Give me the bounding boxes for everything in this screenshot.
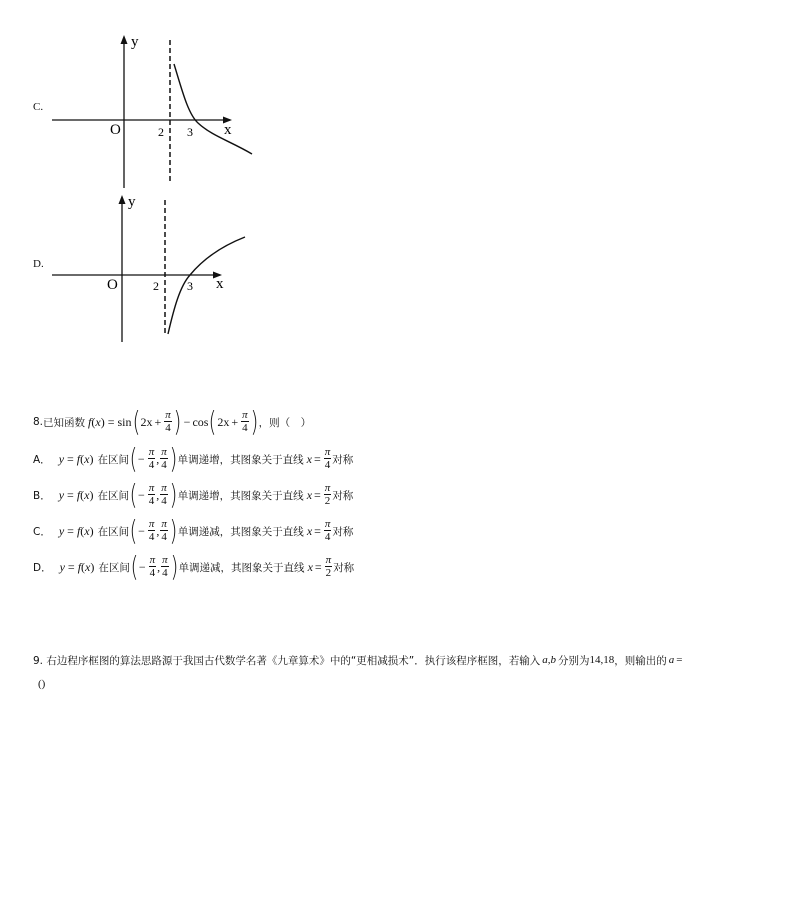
frac-den: 4 bbox=[242, 422, 248, 434]
monotonic-text: 单调递减，其图象关于直线 bbox=[177, 525, 304, 538]
paren-open: ( bbox=[80, 523, 85, 538]
interval-rparen: ) bbox=[169, 514, 178, 547]
interval-comma: , bbox=[157, 559, 161, 574]
paren-open: ( bbox=[81, 559, 86, 574]
var-x: x bbox=[84, 523, 90, 538]
q9-answer-blank: () bbox=[38, 678, 46, 690]
frac-den: 4 bbox=[165, 422, 171, 434]
interval-minus: − bbox=[137, 487, 145, 502]
q8-sin: sin bbox=[117, 414, 132, 429]
var-y: y bbox=[58, 523, 65, 538]
paren-open: ( bbox=[80, 451, 85, 466]
frac-den: 4 bbox=[161, 531, 167, 543]
eq-sign: = bbox=[67, 559, 75, 574]
graph-c-x-label: x bbox=[224, 122, 232, 138]
q8-cos-frac bbox=[241, 410, 249, 434]
graph-d-tick-3: 3 bbox=[187, 279, 193, 293]
q8-cos-2x: 2x bbox=[217, 414, 230, 429]
graph-c-tick-3: 3 bbox=[187, 125, 193, 139]
axis-eq: = bbox=[314, 523, 321, 538]
frac-den: 4 bbox=[161, 495, 167, 507]
var-y: y bbox=[59, 559, 65, 574]
paren-close: ) bbox=[89, 523, 94, 538]
axis-eq: = bbox=[314, 559, 322, 574]
interval-upper-frac bbox=[160, 447, 168, 471]
frac-den: 4 bbox=[161, 459, 167, 471]
interval-lparen: ( bbox=[129, 478, 138, 511]
frac-num: π bbox=[161, 518, 167, 530]
frac-num: π bbox=[165, 409, 171, 421]
graph-c-tick-2: 2 bbox=[158, 125, 164, 139]
eq-sign: = bbox=[67, 451, 74, 466]
interval-upper-frac bbox=[160, 483, 168, 507]
q8-option-row bbox=[33, 552, 354, 582]
interval-upper-frac bbox=[161, 555, 169, 579]
frac-num: π bbox=[148, 482, 155, 494]
q9-a: a bbox=[668, 654, 675, 666]
var-y: y bbox=[58, 451, 65, 466]
q9-text-1: 9. 右边程序框图的算法思路源于我国古代数学名著《九章算术》中的“更相减损术”．执行该程序框图，若输入 bbox=[33, 654, 541, 667]
graph-d-tick-2: 2 bbox=[153, 279, 159, 293]
frac-num: π bbox=[148, 518, 155, 530]
q8-number: 8. bbox=[33, 416, 44, 428]
axis-frac bbox=[324, 519, 332, 543]
graph-d bbox=[40, 190, 270, 345]
q8-cos: cos bbox=[192, 414, 209, 429]
eq-sign: = bbox=[67, 523, 74, 538]
interval-lower-frac bbox=[148, 519, 156, 543]
func-f: f bbox=[77, 559, 82, 574]
frac-num: π bbox=[324, 482, 331, 494]
q8-lead: 已知函数 bbox=[43, 416, 86, 429]
interval-comma: , bbox=[156, 487, 160, 502]
q8-x: x bbox=[95, 414, 101, 429]
q8-cos-plus: + bbox=[231, 414, 239, 429]
interval-lower-frac bbox=[148, 447, 156, 471]
option-label: A． bbox=[33, 453, 51, 466]
in-interval: 在区间 bbox=[97, 525, 130, 538]
paren-open: ( bbox=[80, 487, 85, 502]
paren-close: ) bbox=[89, 487, 94, 502]
q8-option-row bbox=[33, 444, 353, 474]
var-x: x bbox=[85, 559, 91, 574]
func-f: f bbox=[76, 487, 81, 502]
q8-sin-lparen: ( bbox=[132, 405, 140, 438]
axis-x: x bbox=[306, 523, 313, 538]
q9-text-3: ，则输出的 bbox=[614, 654, 667, 667]
q9-line-1 bbox=[33, 650, 682, 670]
q8-cos-rparen: ) bbox=[250, 405, 258, 438]
frac-num: π bbox=[324, 518, 331, 530]
axis-x: x bbox=[306, 487, 313, 502]
graph-d-y-arrow bbox=[119, 195, 126, 204]
frac-num: π bbox=[161, 482, 167, 494]
graph-c-y-arrow bbox=[121, 35, 128, 44]
option-label: D． bbox=[33, 561, 52, 574]
frac-den: 4 bbox=[148, 531, 155, 543]
interval-rparen: ) bbox=[169, 478, 178, 511]
paren-close: ) bbox=[89, 451, 94, 466]
axis-x: x bbox=[306, 451, 312, 466]
interval-rparen: ) bbox=[169, 442, 178, 475]
interval-minus: − bbox=[138, 559, 146, 574]
interval-lower-frac bbox=[149, 555, 157, 579]
interval-upper-frac bbox=[160, 519, 168, 543]
monotonic-text: 单调递增，其图象关于直线 bbox=[177, 489, 304, 502]
symmetric-text: 对称 bbox=[332, 525, 354, 538]
frac-num: π bbox=[162, 554, 168, 566]
symmetric-text: 对称 bbox=[332, 453, 354, 466]
q8-option-row bbox=[33, 480, 353, 510]
q8-option-row bbox=[33, 516, 353, 546]
interval-minus: − bbox=[138, 523, 145, 538]
in-interval: 在区间 bbox=[98, 561, 130, 574]
graph-d-x-label: x bbox=[216, 276, 224, 292]
frac-den: 4 bbox=[149, 567, 156, 579]
option-d-label: D. bbox=[33, 258, 44, 270]
interval-lparen: ( bbox=[129, 514, 138, 547]
func-f: f bbox=[76, 451, 81, 466]
option-label: C． bbox=[33, 525, 51, 538]
q8-stem bbox=[33, 407, 311, 437]
q8-sin-rparen: ) bbox=[173, 405, 182, 438]
option-label: B． bbox=[33, 489, 51, 502]
axis-frac bbox=[324, 483, 332, 507]
graph-c bbox=[40, 28, 270, 190]
option-c-label: C. bbox=[33, 101, 44, 113]
q9-text-2: 分别为 bbox=[557, 654, 590, 667]
interval-lparen: ( bbox=[129, 442, 138, 475]
graph-d-origin-label: O bbox=[107, 277, 118, 293]
symmetric-text: 对称 bbox=[332, 489, 354, 502]
q9-values: 14,18 bbox=[589, 654, 615, 666]
q8-then: ，则（ ） bbox=[258, 416, 312, 429]
monotonic-text: 单调递减，其图象关于直线 bbox=[178, 561, 305, 574]
frac-num: π bbox=[149, 554, 156, 566]
interval-comma: , bbox=[156, 523, 160, 538]
var-x: x bbox=[84, 487, 90, 502]
monotonic-text: 单调递增，其图象关于直线 bbox=[177, 453, 304, 466]
paren-close: ) bbox=[90, 559, 95, 574]
q8-cos-lparen: ( bbox=[209, 405, 217, 438]
frac-num: π bbox=[325, 554, 332, 566]
frac-num: π bbox=[148, 446, 155, 458]
q9-line-2 bbox=[38, 675, 45, 693]
frac-den: 2 bbox=[324, 495, 331, 507]
interval-minus: − bbox=[137, 451, 145, 466]
frac-den: 4 bbox=[324, 459, 331, 471]
graph-c-curve bbox=[174, 64, 252, 154]
var-x: x bbox=[84, 451, 90, 466]
frac-num: π bbox=[242, 409, 248, 421]
symmetric-text: 对称 bbox=[333, 561, 355, 574]
q8-sin-plus: + bbox=[154, 414, 162, 429]
eq-sign: = bbox=[67, 487, 74, 502]
var-y: y bbox=[58, 487, 65, 502]
axis-frac bbox=[324, 447, 332, 471]
q8-eq: = bbox=[107, 414, 115, 429]
q9-ab: a,b bbox=[542, 654, 556, 666]
q8-paren-open: ( bbox=[91, 414, 96, 429]
q8-sin-2x: 2x bbox=[140, 414, 153, 429]
in-interval: 在区间 bbox=[97, 489, 129, 502]
frac-den: 4 bbox=[148, 495, 155, 507]
q8-minus: − bbox=[183, 414, 191, 429]
axis-x: x bbox=[307, 559, 313, 574]
q8-f: f bbox=[88, 414, 92, 429]
axis-frac bbox=[325, 555, 333, 579]
axis-eq: = bbox=[313, 451, 321, 466]
graph-d-y-label: y bbox=[128, 194, 136, 210]
func-f: f bbox=[76, 523, 81, 538]
q8-sin-frac bbox=[164, 410, 172, 434]
frac-num: π bbox=[324, 446, 331, 458]
graph-d-curve bbox=[168, 237, 245, 334]
interval-lower-frac bbox=[148, 483, 156, 507]
frac-den: 2 bbox=[325, 567, 332, 579]
graph-c-y-label: y bbox=[131, 34, 139, 50]
q9-eq: = bbox=[676, 654, 683, 666]
in-interval: 在区间 bbox=[97, 453, 129, 466]
interval-rparen: ) bbox=[170, 550, 178, 583]
q8-paren-close: ) bbox=[100, 414, 105, 429]
frac-den: 4 bbox=[324, 531, 331, 543]
interval-comma: , bbox=[156, 451, 160, 466]
axis-eq: = bbox=[314, 487, 321, 502]
frac-den: 4 bbox=[162, 567, 168, 579]
interval-lparen: ( bbox=[130, 550, 139, 583]
frac-num: π bbox=[161, 446, 167, 458]
graph-c-origin-label: O bbox=[110, 122, 121, 138]
frac-den: 4 bbox=[148, 459, 155, 471]
